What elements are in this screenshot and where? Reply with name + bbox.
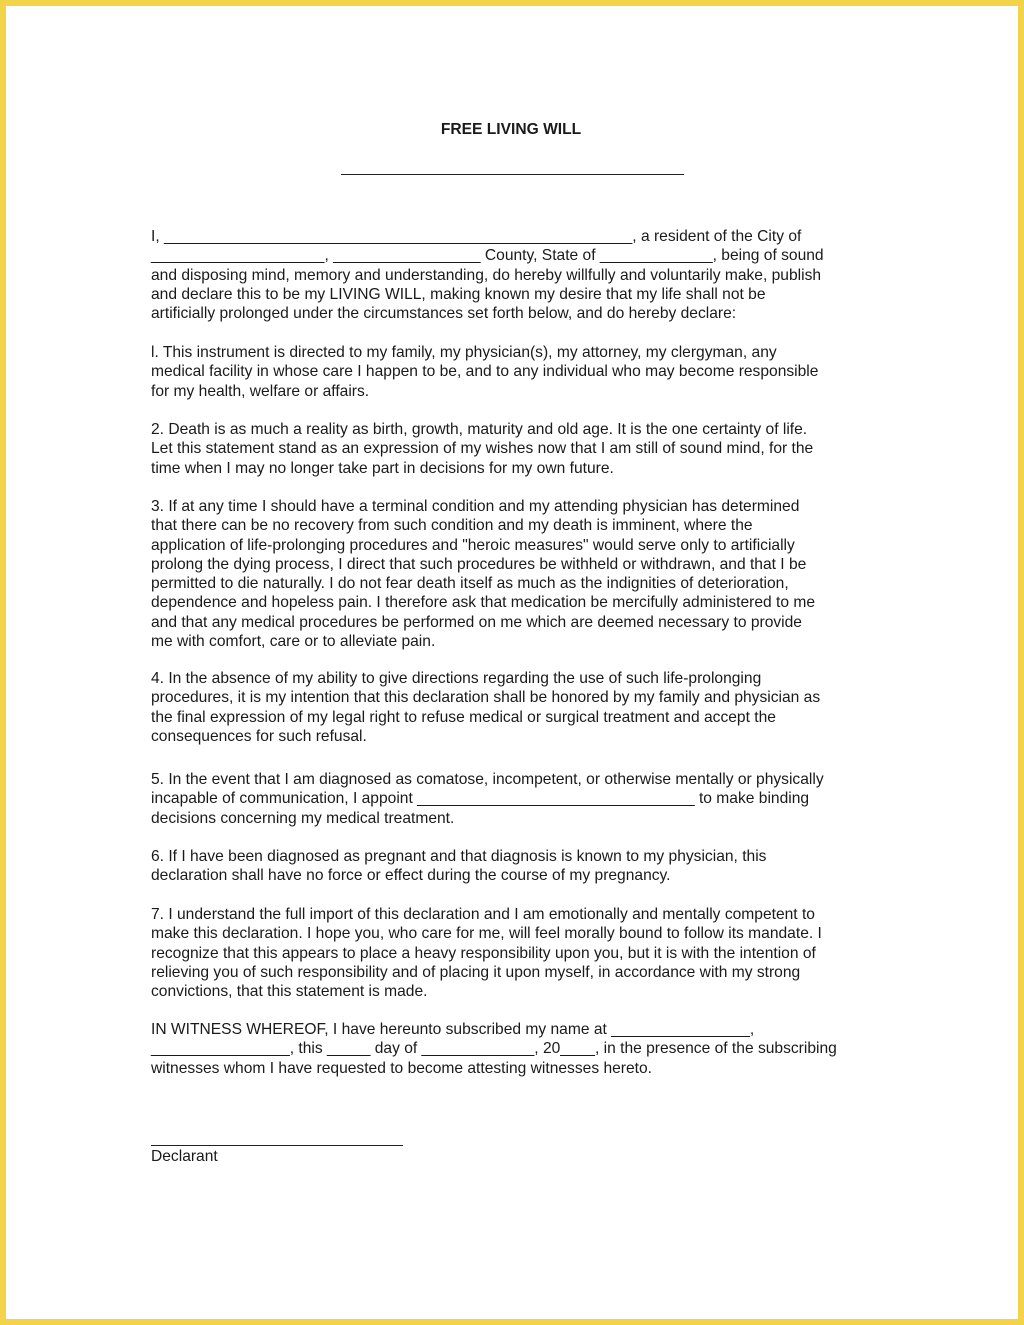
intro-paragraph: I, ______________________________________________________, a resident of the City of ____________________, _________________ County, State of _____________, being of sound and disposing mind, memory and understanding, do hereby willfully and voluntarily make, publish and declare this to be my LIVING WILL, making known my desire that my life shall not be artificially prolonged under the circumstances set forth below, and do hereby declare:: [151, 228, 824, 323]
clause-3: 3. If at any time I should have a terminal condition and my attending physician has determined that there can be no recovery from such condition and my death is imminent, where the application of life-prolonging procedures and "heroic measures" would serve only to artificially prolong the dying process, I direct that such procedures be withheld or withdrawn, and that I be permitted to die naturally. I do not fear death itself as much as the indignities of deterioration, dependence and hopeless pain. I therefore ask that medication be mercifully administered to me and that any medical procedures be performed on me which are deemed necessary to provide me with comfort, care or to alleviate pain.: [151, 498, 815, 651]
clause-7: 7. I understand the full import of this declaration and I am emotionally and mentally competent to make this declaration. I hope you, who care for me, will feel morally bound to follow its mandate. I recognize that this appears to place a heavy responsibility upon you, but it is with the intention of relieving you of such responsibility and of placing it upon myself, in accordance with my strong convictions, that this statement is made.: [151, 906, 822, 1001]
clause-6: 6. If I have been diagnosed as pregnant and that diagnosis is known to my physician, this declaration shall have no force or effect during the course of my pregnancy.: [151, 848, 767, 885]
document-page: [6, 6, 1018, 1319]
title-blank-line: [341, 174, 684, 175]
clause-2: 2. Death is as much a reality as birth, growth, maturity and old age. It is the one certainty of life. Let this statement stand as an expression of my wishes now that I am still of sound mind, for the time when I may no longer take part in decisions for my own future.: [151, 421, 814, 477]
declarant-label: Declarant: [151, 1148, 218, 1165]
document-title: FREE LIVING WILL: [440, 121, 582, 138]
witness-paragraph: IN WITNESS WHEREOF, I have hereunto subscribed my name at ________________, ________________, this _____ day of _____________, 20____, in the presence of the subscribing witnesses whom I have requested to become attesting witnesses hereto.: [151, 1021, 837, 1077]
clause-5: 5. In the event that I am diagnosed as comatose, incompetent, or otherwise mentally or physically incapable of communication, I appoint ________________________________ to make binding decisions concerning my medical treatment.: [151, 771, 824, 827]
clause-1: l. This instrument is directed to my family, my physician(s), my attorney, my clergyman, any medical facility in whose care I happen to be, and to any individual who may become responsible for my health, welfare or affairs.: [151, 344, 819, 400]
clause-4: 4. In the absence of my ability to give directions regarding the use of such life-prolonging procedures, it is my intention that this declaration shall be honored by my family and physician as the final expression of my legal right to refuse medical or surgical treatment and accept the consequences for such refusal.: [151, 670, 821, 745]
signature-line: [151, 1145, 403, 1146]
